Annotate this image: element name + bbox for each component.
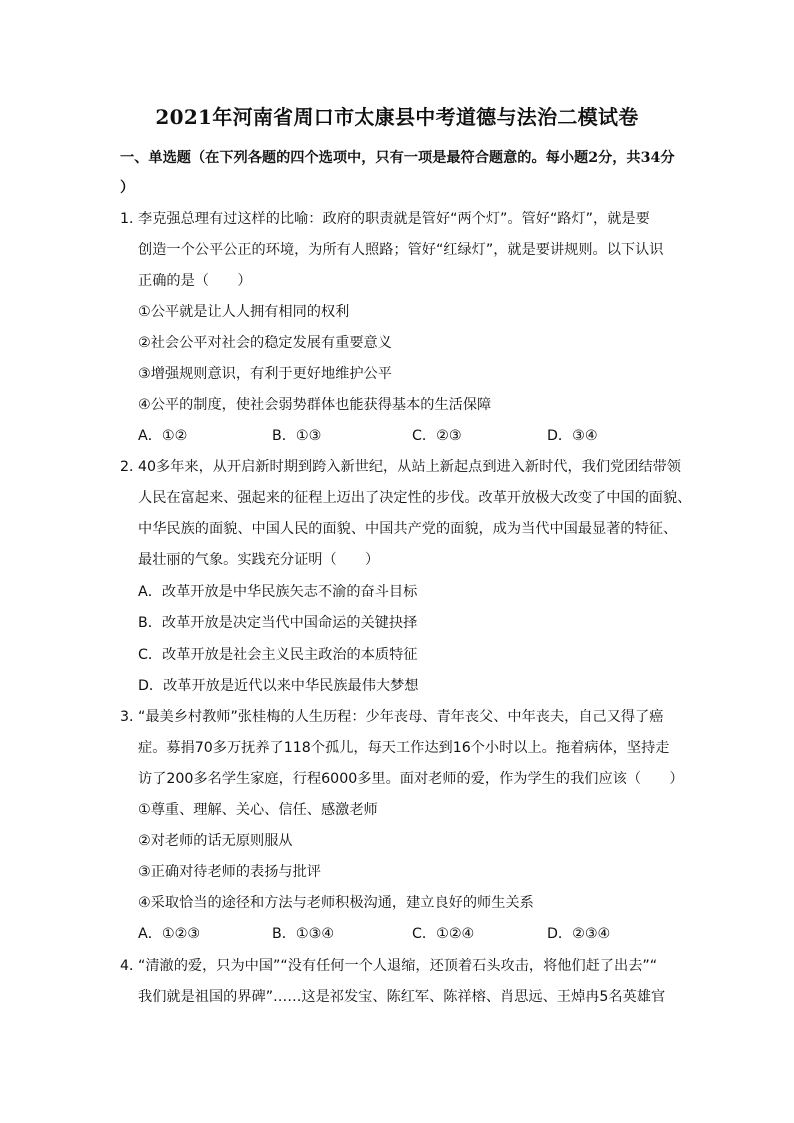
question-stem-line: 创造一个公平公正的环境，为所有人照路；管好“红绿灯”，就是要讲规则。以下认识 bbox=[138, 242, 664, 258]
section-heading-line-1: 一、单选题（在下列各题的四个选项中，只有一项是最符合题意的。每小题2分，共34分 bbox=[120, 150, 675, 166]
statement-item: ①尊重、理解、关心、信任、感激老师 bbox=[138, 802, 378, 818]
section-heading-continued bbox=[120, 173, 680, 204]
question-stem-line: 最壮丽的气象。实践充分证明（ ） bbox=[138, 552, 380, 568]
option-c[interactable]: C．②③ bbox=[412, 428, 462, 444]
option-b[interactable]: B．改革开放是决定当代中国命运的关键抉择 bbox=[138, 615, 418, 631]
statement-item: ③正确对待老师的表扬与批评 bbox=[138, 864, 321, 880]
question-stem-line: 中华民族的面貌、中国人民的面貌、中国共产党的面貌，成为当代中国最显著的特征、 bbox=[138, 521, 678, 537]
option-b[interactable]: B．①③ bbox=[272, 428, 322, 444]
question-number: 4． bbox=[120, 958, 144, 974]
question-stem-line: 人民在富起来、强起来的征程上迈出了决定性的步伐。改革开放极大改变了中国的面貌、 bbox=[138, 490, 692, 506]
page-title: 2021年河南省周口市太康县中考道德与法治二模试卷 bbox=[155, 105, 639, 129]
answer-options bbox=[138, 421, 678, 452]
option-c[interactable]: C．①②④ bbox=[412, 926, 475, 942]
question-stem-line: “清澈的爱，只为中国”“没有任何一个人退缩，还顶着石头攻击，将他们赶了出去”“ bbox=[138, 958, 658, 974]
option-a[interactable]: A．①②③ bbox=[138, 926, 201, 942]
statement-item: ③增强规则意识，有利于更好地维护公平 bbox=[138, 366, 392, 382]
option-d[interactable]: D．③④ bbox=[547, 428, 598, 444]
option-b[interactable]: B．①③④ bbox=[272, 926, 335, 942]
statement-item: ②社会公平对社会的稳定发展有重要意义 bbox=[138, 335, 392, 351]
option-d[interactable]: D．②③④ bbox=[547, 926, 611, 942]
statement-item: ①公平就是让人人拥有相同的权利 bbox=[138, 304, 350, 320]
statement-item: ④公平的制度，使社会弱势群体也能获得基本的生活保障 bbox=[138, 397, 492, 413]
question-stem-line: 访了200多名学生家庭，行程6000多里。面对老师的爱，作为学生的我们应该（ ） bbox=[138, 771, 684, 787]
question-number: 3． bbox=[120, 709, 144, 725]
statement-item: ④采取恰当的途径和方法与老师积极沟通，建立良好的师生关系 bbox=[138, 895, 534, 911]
question-stem-line: 正确的是（ ） bbox=[138, 273, 252, 289]
option-c[interactable]: C．改革开放是社会主义民主政治的本质特征 bbox=[138, 647, 418, 663]
question-stem-line: 我们就是祖国的界碑”……这是祁发宝、陈红军、陈祥榕、肖思远、王焯冉5名英雄官 bbox=[138, 989, 666, 1005]
option-d[interactable]: D．改革开放是近代以来中华民族最伟大梦想 bbox=[138, 678, 419, 694]
section-heading bbox=[120, 143, 680, 174]
section-heading-line-2: ） bbox=[120, 180, 135, 196]
answer-options bbox=[138, 919, 678, 950]
option-a[interactable]: A．改革开放是中华民族矢志不渝的奋斗目标 bbox=[138, 584, 418, 600]
question-number: 1． bbox=[120, 211, 144, 227]
option-a[interactable]: A．①② bbox=[138, 428, 188, 444]
question-stem-line: “最美乡村教师”张桂梅的人生历程：少年丧母、青年丧父、中年丧夫，自己又得了癌 bbox=[138, 709, 664, 725]
question-number: 2． bbox=[120, 459, 144, 475]
statement-item: ②对老师的话无原则服从 bbox=[138, 833, 293, 849]
question-stem-line: 40多年来，从开启新时期到跨入新世纪，从站上新起点到进入新时代，我们党团结带领 bbox=[138, 459, 681, 475]
question-stem-line: 症。募捐70多万抚养了118个孤儿，每天工作达到16个小时以上。拖着病体，坚持走 bbox=[138, 740, 670, 756]
question-stem-line: 李克强总理有过这样的比喻：政府的职责就是管好“两个灯”。管好“路灯”，就是要 bbox=[138, 211, 650, 227]
